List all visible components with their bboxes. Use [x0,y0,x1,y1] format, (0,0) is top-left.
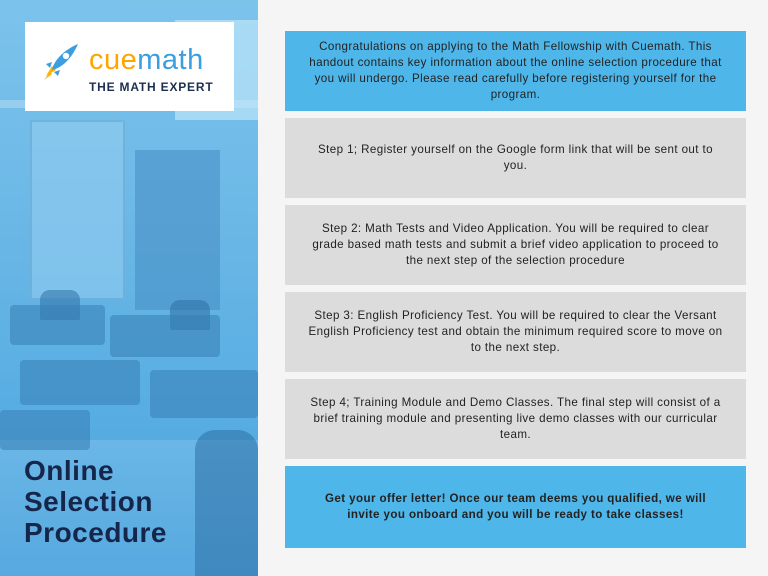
desk-shape [10,305,105,345]
offer-letter-box [285,466,746,548]
chair-shape [195,430,258,576]
rocket-icon [40,42,80,82]
step-3-box [285,292,746,372]
desk-shape [0,410,90,450]
logo-card [25,22,234,111]
brand-wordmark [89,44,204,76]
brand-name-part: cue [89,44,138,76]
step-1-box [285,118,746,198]
brand-name-part: math [137,44,204,76]
step-3-text: Step 3: English Proficiency Test. You will be required to clear the Versant English Proficiency test and obtain the minimum required score to move on to the next step. [308,309,723,354]
title-line: Online [24,455,115,486]
desk-shape [110,315,220,357]
step-2-text: Step 2: Math Tests and Video Application. You will be required to clear grade based math tests and submit a brief video application to proceed to the next step of the selection procedure [312,222,719,267]
intro-box [285,31,746,111]
whiteboard-shape [30,120,125,300]
step-4-box [285,379,746,459]
brand-tagline: THE MATH EXPERT [89,80,214,94]
step-4-text: Step 4; Training Module and Demo Classes. The final step will consist of a brief training module and presenting live demo classes with our curricular team. [310,396,721,441]
step-2-box [285,205,746,285]
desk-shape [20,360,140,405]
step-1-text: Step 1; Register yourself on the Google form link that will be sent out to you. [318,143,713,172]
page-title [24,455,167,548]
desk-shape [150,370,258,418]
title-line: Procedure [24,517,167,548]
offer-letter-text: Get your offer letter! Once our team deems you qualified, we will invite you onboard and you will be ready to take classes! [325,492,706,521]
door-shape [135,150,220,310]
title-line: Selection [24,486,153,517]
intro-text: Congratulations on applying to the Math Fellowship with Cuemath. This handout contains key information about the online selection procedure that you will undergo. Please read carefully before registering yourself for the program. [309,40,722,101]
